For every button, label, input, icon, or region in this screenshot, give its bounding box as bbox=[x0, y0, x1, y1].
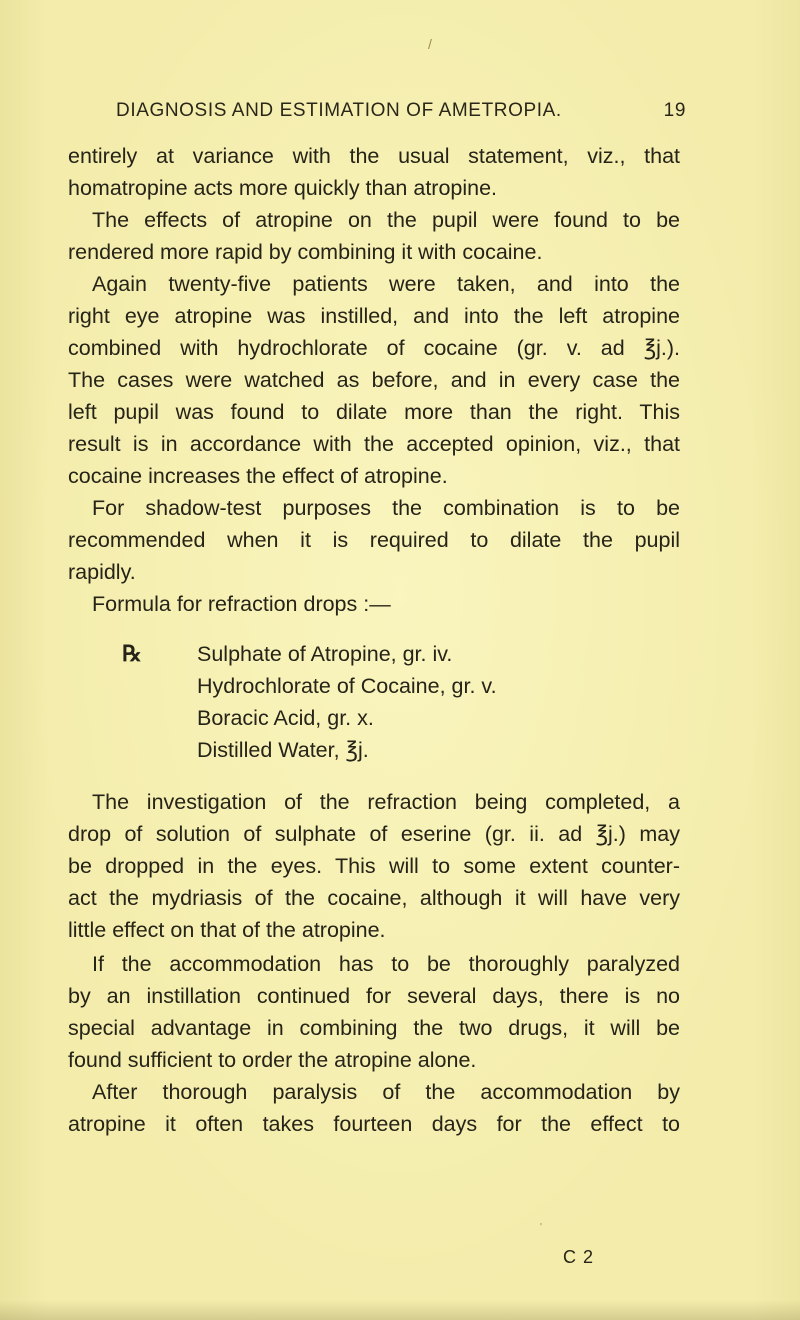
text-line: found sufficient to order the atropine alone. bbox=[68, 1048, 477, 1072]
print-speck: / bbox=[428, 36, 432, 52]
page-edge-shadow bbox=[0, 1300, 800, 1320]
prescription-symbol: ℞ bbox=[122, 641, 142, 666]
text-line: homatropine acts more quickly than atropine. bbox=[68, 176, 498, 200]
prescription-item: Hydrochlorate of Cocaine, gr. v. bbox=[197, 674, 497, 698]
text-line: Formula for refraction drops :— bbox=[92, 592, 391, 616]
text-line: be dropped in the eyes. This will to some extent counter- bbox=[68, 854, 680, 878]
text-line: drop of solution of sulphate of eserine (gr. ii. ad ℥j.) may bbox=[68, 822, 680, 846]
text-line: act the mydriasis of the cocaine, although it will have very bbox=[68, 886, 680, 910]
text-line: rendered more rapid by combining it with cocaine. bbox=[68, 240, 543, 264]
running-title: DIAGNOSIS AND ESTIMATION OF AMETROPIA. bbox=[116, 100, 562, 121]
print-speck: ' bbox=[540, 1222, 542, 1233]
prescription-item: Boracic Acid, gr. x. bbox=[197, 706, 374, 730]
text-line: left pupil was found to dilate more than the right. This bbox=[68, 400, 680, 424]
text-line: The cases were watched as before, and in every case the bbox=[68, 368, 680, 392]
text-line: by an instillation continued for several days, there is no bbox=[68, 984, 680, 1008]
text-line: For shadow-test purposes the combination is to be bbox=[92, 496, 680, 520]
text-line: combined with hydrochlorate of cocaine (gr. v. ad ℥j.). bbox=[68, 336, 680, 360]
prescription-item: Distilled Water, ℥j. bbox=[197, 738, 369, 762]
running-header bbox=[116, 100, 686, 130]
signature-mark: C 2 bbox=[563, 1247, 595, 1267]
text-line: Again twenty-five patients were taken, and into the bbox=[92, 272, 680, 296]
page-number: 19 bbox=[663, 100, 686, 121]
text-line: little effect on that of the atropine. bbox=[68, 918, 386, 942]
text-line: The investigation of the refraction being completed, a bbox=[92, 790, 680, 814]
text-line: recommended when it is required to dilate the pupil bbox=[68, 528, 680, 552]
text-line: atropine it often takes fourteen days for the effect to bbox=[68, 1112, 680, 1136]
text-line: rapidly. bbox=[68, 560, 136, 584]
text-line: right eye atropine was instilled, and into the left atropine bbox=[68, 304, 680, 328]
text-line: entirely at variance with the usual statement, viz., that bbox=[68, 144, 680, 168]
text-line: result is in accordance with the accepted opinion, viz., that bbox=[68, 432, 680, 456]
text-line: After thorough paralysis of the accommodation by bbox=[92, 1080, 680, 1104]
text-line: special advantage in combining the two drugs, it will be bbox=[68, 1016, 680, 1040]
prescription-item: Sulphate of Atropine, gr. iv. bbox=[197, 642, 453, 666]
text-line: cocaine increases the effect of atropine. bbox=[68, 464, 448, 488]
text-line: The effects of atropine on the pupil were found to be bbox=[92, 208, 680, 232]
text-line: If the accommodation has to be thoroughly paralyzed bbox=[92, 952, 680, 976]
